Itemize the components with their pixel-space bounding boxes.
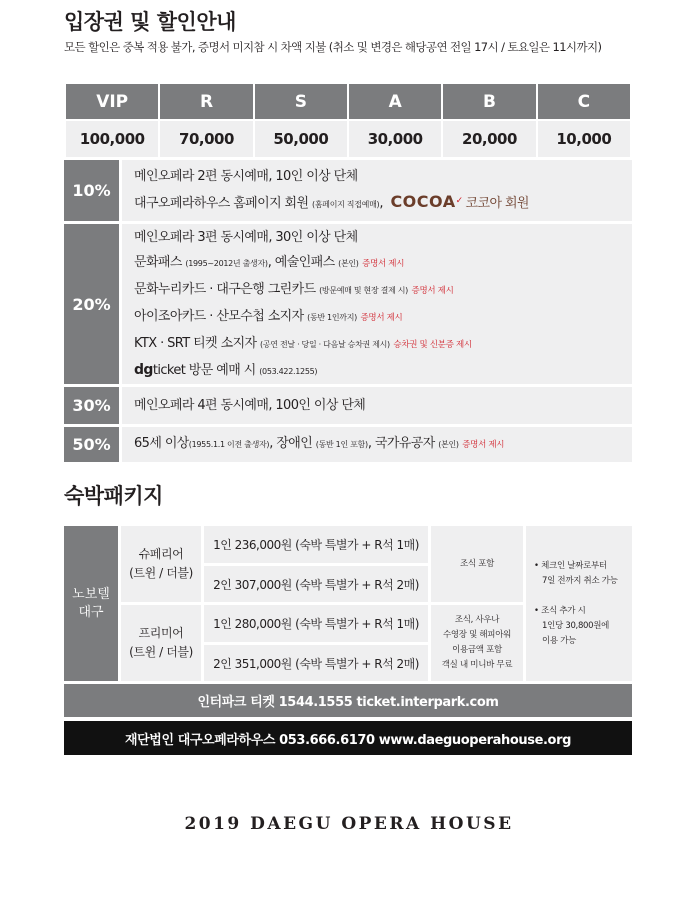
discount-percent: 30% xyxy=(64,387,119,424)
room-type-line: (트윈 / 더블) xyxy=(129,566,193,580)
discount-conditions xyxy=(122,160,632,221)
discount-condition xyxy=(134,358,632,384)
condition-text: 대구오페라하우스 홈페이지 회원 xyxy=(134,196,309,211)
page-title: 입장권 및 할인안내 xyxy=(64,10,236,34)
discount-row-30 xyxy=(64,387,632,424)
premier-inclusions xyxy=(431,605,523,681)
proof-required: 증명서 제시 xyxy=(362,258,405,269)
ticket-price-table xyxy=(64,82,632,159)
room-type-premier xyxy=(121,605,201,681)
discount-condition: 메인오페라 3편 동시예매, 30인 이상 단체 xyxy=(134,229,358,245)
condition-text: , 예술인패스 xyxy=(267,254,335,270)
dgticket-logo: dg xyxy=(134,361,153,378)
discount-condition xyxy=(134,431,632,458)
condition-text: KTX · SRT 티켓 소지자 xyxy=(134,335,257,351)
condition-note: (공연 전날 · 당일 · 다음날 승차권 제시) xyxy=(260,339,390,349)
cocoa-logo-mark: ✓ xyxy=(455,196,463,206)
seat-price: 50,000 xyxy=(254,120,348,158)
package-rate: 1인 280,000원 (숙박 특별가 + R석 1매) xyxy=(204,605,428,642)
discount-conditions xyxy=(122,224,632,384)
contact-bar: 재단법인 대구오페라하우스 053.666.6170 www.daeguoperahouse.org xyxy=(64,721,632,755)
note-line: • 조식 추가 시 xyxy=(534,605,586,616)
seat-grade: A xyxy=(348,83,442,120)
condition-note: (동반 1인 포함) xyxy=(315,440,368,449)
package-title: 숙박패키지 xyxy=(64,484,163,508)
seat-price: 10,000 xyxy=(537,120,631,158)
seat-price: 20,000 xyxy=(442,120,536,158)
inclusion-line: 이용금액 포함 xyxy=(452,645,502,655)
inclusion-line: 조식, 사우나 xyxy=(454,615,500,625)
condition-note: (방문예매 및 현장 결제 시) xyxy=(319,285,408,295)
proof-required: 증명서 제시 xyxy=(360,312,403,323)
condition-text: 문화패스 xyxy=(134,254,182,270)
discount-condition: 메인오페라 4편 동시예매, 100인 이상 단체 xyxy=(134,398,366,413)
seat-grade: S xyxy=(254,83,348,120)
discount-condition xyxy=(134,304,632,331)
discount-row-20 xyxy=(64,224,632,384)
condition-text: , 장애인 xyxy=(269,436,313,451)
condition-text: 65세 이상 xyxy=(134,436,189,451)
hotel-package-table xyxy=(64,526,632,681)
condition-text: , 국가유공자 xyxy=(367,436,435,451)
inclusion-line: 수영장 및 해피아워 xyxy=(442,630,512,640)
condition-text: 문화누리카드 · 대구은행 그린카드 xyxy=(134,281,316,297)
package-rate: 2인 307,000원 (숙박 특별가 + R석 2매) xyxy=(204,566,428,602)
room-type-line: (트윈 / 더블) xyxy=(129,645,193,659)
discount-condition xyxy=(134,189,632,217)
condition-note: (본인) xyxy=(338,258,359,268)
package-notes xyxy=(526,526,632,681)
seat-price: 100,000 xyxy=(65,120,159,158)
room-type-line: 슈페리어 xyxy=(138,547,184,561)
seat-grade: C xyxy=(537,83,631,120)
proof-required: 증명서 제시 xyxy=(462,440,505,450)
discount-percent: 50% xyxy=(64,427,119,462)
discount-notice: 모든 할인은 중복 적용 불가, 증명서 미지참 시 차액 지불 (취소 및 변경은 해당공연 전일 17시 / 토요일은 11시까지) xyxy=(64,40,602,54)
seat-grade: VIP xyxy=(65,83,159,120)
cocoa-logo: COCOA xyxy=(390,192,456,211)
package-rate: 1인 236,000원 (숙박 특별가 + R석 1매) xyxy=(204,526,428,563)
discount-conditions xyxy=(122,427,632,462)
condition-note: (1955.1.1 이전 출생자) xyxy=(188,440,270,449)
condition-note: (053.422.1255) xyxy=(259,366,318,376)
inclusion-line: 객실 내 미니바 무료 xyxy=(441,660,513,670)
note-line: 7일 전까지 취소 가능 xyxy=(542,575,618,586)
discount-percent: 10% xyxy=(64,160,119,221)
hotel-name-line: 노보텔 xyxy=(72,586,110,602)
superior-inclusions: 조식 포함 xyxy=(431,526,523,602)
footer-title: 2019 DAEGU OPERA HOUSE xyxy=(184,814,514,834)
discount-conditions xyxy=(122,387,632,424)
seat-grade: R xyxy=(159,83,253,120)
note-line: 1인당 30,800원에 xyxy=(542,620,610,631)
hotel-name-line: 대구 xyxy=(78,604,104,620)
note-line: • 체크인 날짜로부터 xyxy=(534,560,607,571)
discount-percent: 20% xyxy=(64,224,119,384)
proof-required: 증명서 제시 xyxy=(411,285,454,296)
hotel-name xyxy=(64,526,118,681)
seat-price: 70,000 xyxy=(159,120,253,158)
separator: , xyxy=(379,196,383,211)
cocoa-member-label: 코코아 회원 xyxy=(465,196,529,211)
discount-condition xyxy=(134,250,632,277)
note-line: 이용 가능 xyxy=(542,635,577,646)
discount-condition: 메인오페라 2편 동시예매, 10인 이상 단체 xyxy=(134,169,358,184)
proof-required: 승차권 및 신분증 제시 xyxy=(393,339,472,350)
discount-condition xyxy=(134,277,632,304)
condition-text: 아이조아카드 · 산모수첩 소지자 xyxy=(134,308,304,324)
room-type-line: 프리미어 xyxy=(138,626,184,640)
package-rate: 2인 351,000원 (숙박 특별가 + R석 2매) xyxy=(204,645,428,681)
condition-text: ticket 방문 예매 시 xyxy=(152,362,256,378)
discount-row-50 xyxy=(64,427,632,462)
condition-note: (본인) xyxy=(438,440,459,449)
condition-note: (홈페이지 직접예매) xyxy=(312,200,380,209)
discount-condition xyxy=(134,331,632,358)
condition-note: (동반 1인까지) xyxy=(307,312,357,322)
seat-grade: B xyxy=(442,83,536,120)
seat-price: 30,000 xyxy=(348,120,442,158)
discount-row-10 xyxy=(64,160,632,221)
seat-grade-row xyxy=(65,83,631,120)
room-type-superior xyxy=(121,526,201,602)
price-row xyxy=(65,120,631,158)
condition-note: (1995~2012년 출생자) xyxy=(185,258,268,268)
interpark-ticket-bar: 인터파크 티켓 1544.1555 ticket.interpark.com xyxy=(64,684,632,717)
